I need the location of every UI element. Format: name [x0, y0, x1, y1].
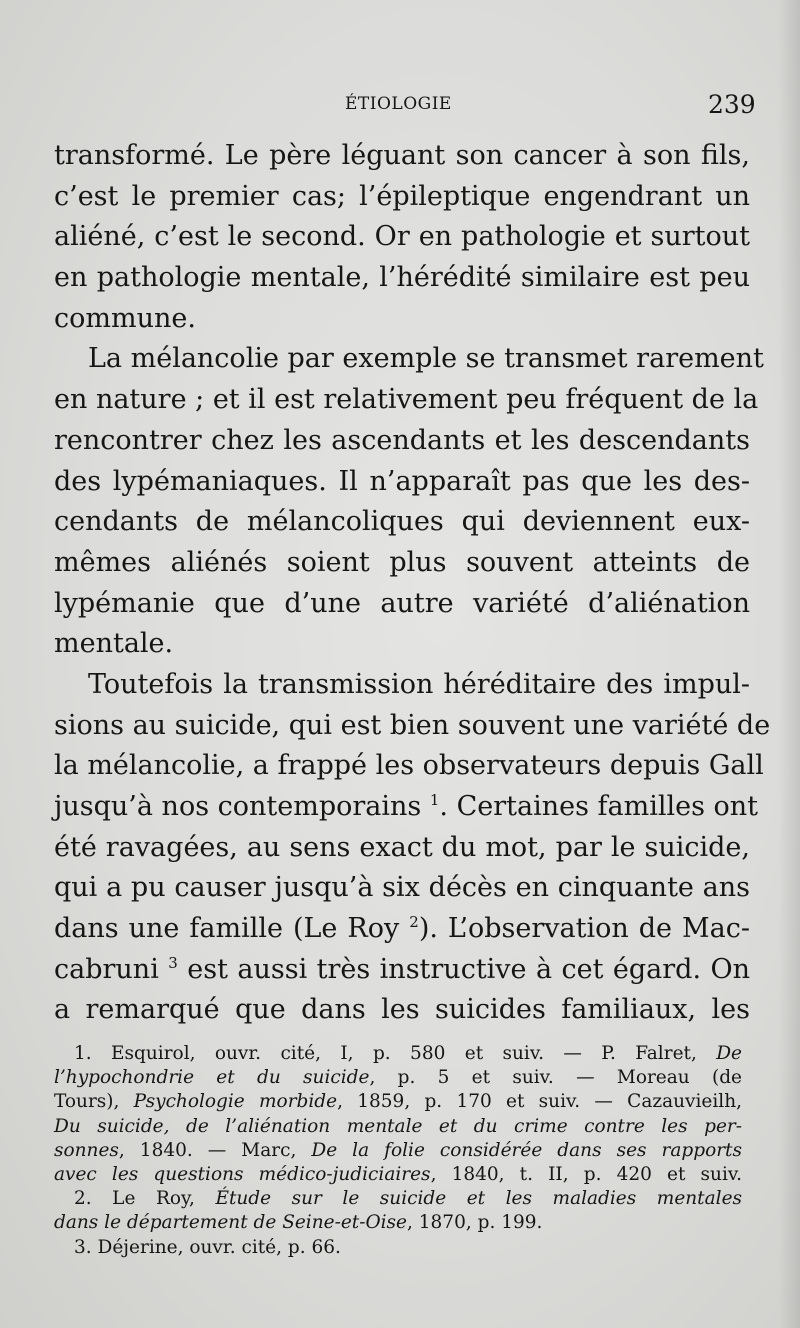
- text-line: qui a pu causer jusqu’à six décès en cinquante ans: [54, 872, 750, 904]
- running-head: ÉTIOLOGIE: [345, 94, 452, 114]
- text-line: c’est le premier cas; l’épileptique engendrant un: [54, 180, 750, 212]
- text-segment: dans une famille (Le Roy: [54, 913, 400, 945]
- fn-title: Du suicide, de l’aliénation mentale et du crime contre les per-: [54, 1115, 742, 1137]
- footnote-1-cont: [54, 1163, 742, 1187]
- paragraph-start: La mélancolie par exemple se transmet rarement: [88, 343, 764, 375]
- text-segment: est aussi très instructive à cet égard. On: [177, 953, 750, 985]
- text-line: été ravagées, au sens exact du mot, par le suicide,: [54, 831, 750, 863]
- fn-text: , 1840, t. II, p. 420 et suiv.: [430, 1163, 742, 1185]
- fn-text: 2. Le Roy,: [74, 1188, 216, 1210]
- text-segment: . Certaines familles ont: [439, 791, 759, 822]
- fn-title: sonnes: [54, 1139, 119, 1161]
- text-line: [54, 950, 750, 991]
- fn-title: Psychologie morbide: [133, 1091, 338, 1113]
- paragraph-start: Toutefois la transmission héréditaire des impul-: [88, 668, 750, 700]
- fn-text: , 1859, p. 170 et suiv. — Cazauvieilh,: [337, 1091, 742, 1113]
- text-segment: cabruni: [54, 953, 159, 985]
- fn-title: avec les questions médico-judiciaires: [54, 1163, 431, 1185]
- footnote-1-cont: [54, 1139, 742, 1163]
- fn-text: 1. Esquirol, ouvr. cité, I, p. 580 et suiv. — P. Falret,: [74, 1043, 717, 1064]
- fn-title: l’hypochondrie et du suicide: [54, 1067, 370, 1089]
- footnote-ref-1[interactable]: 1: [429, 791, 440, 809]
- page-header: [0, 90, 800, 124]
- text-line: sions au suicide, qui est bien souvent une variété de: [54, 709, 771, 741]
- footnote-1-cont: [54, 1066, 742, 1090]
- text-line: des lypémaniaques. Il n’apparaît pas que les des-: [54, 465, 750, 497]
- text-line: mentale.: [54, 628, 174, 660]
- footnote-ref-2[interactable]: 2: [409, 913, 419, 932]
- footnote-3: 3. Déjerine, ouvr. cité, p. 66.: [74, 1236, 341, 1258]
- text-segment: ). L’observation de Mac-: [418, 913, 750, 945]
- fn-text: , 1870, p. 199.: [407, 1212, 543, 1234]
- fn-text: , 1840. — Marc,: [118, 1139, 312, 1161]
- text-line: mêmes aliénés soient plus souvent atteints de: [54, 546, 750, 578]
- text-line: la mélancolie, a frappé les observateurs depuis Gall: [54, 750, 764, 782]
- text-line: lypémanie que d’une autre variété d’aliénation: [54, 587, 750, 619]
- text-line: [54, 787, 759, 828]
- text-segment: jusqu’à nos contemporains: [54, 791, 422, 822]
- main-text: [54, 136, 771, 1031]
- footnote-2-cont: [54, 1211, 742, 1235]
- text-line: commune.: [54, 302, 196, 334]
- footnote-1-cont: [54, 1090, 742, 1114]
- footnote-1-cont: [54, 1115, 742, 1139]
- fn-title: Étude sur le suicide et les maladies mentales: [215, 1188, 743, 1210]
- footnotes: [54, 1042, 742, 1260]
- text-line: a remarqué que dans les suicides familiaux, les: [54, 994, 750, 1026]
- footnote-1: [54, 1042, 742, 1066]
- text-line: rencontrer chez les ascendants et les descendants: [54, 424, 750, 456]
- fn-title: dans le département de Seine-et-Oise: [54, 1212, 407, 1234]
- text-line: [54, 909, 750, 950]
- fn-text: Tours),: [54, 1091, 134, 1113]
- text-line: aliéné, c’est le second. Or en pathologie et surtout: [54, 221, 750, 253]
- text-line: en nature ; et il est relativement peu fréquent de la: [54, 384, 759, 416]
- fn-title: De la folie considérée dans ses rapports: [311, 1139, 742, 1161]
- text-line: transformé. Le père léguant son cancer à son fils,: [54, 140, 750, 171]
- footnote-ref-3[interactable]: 3: [168, 953, 178, 972]
- fn-title: De: [716, 1043, 742, 1064]
- text-line: en pathologie mentale, l’hérédité similaire est peu: [54, 262, 750, 294]
- fn-text: , p. 5 et suiv. — Moreau (de: [369, 1067, 743, 1089]
- text-line: cendants de mélancoliques qui deviennent eux-: [54, 506, 750, 538]
- page-number: 239: [708, 90, 756, 119]
- footnote-2: [54, 1187, 742, 1211]
- page-edge-shadow: [778, 0, 800, 1328]
